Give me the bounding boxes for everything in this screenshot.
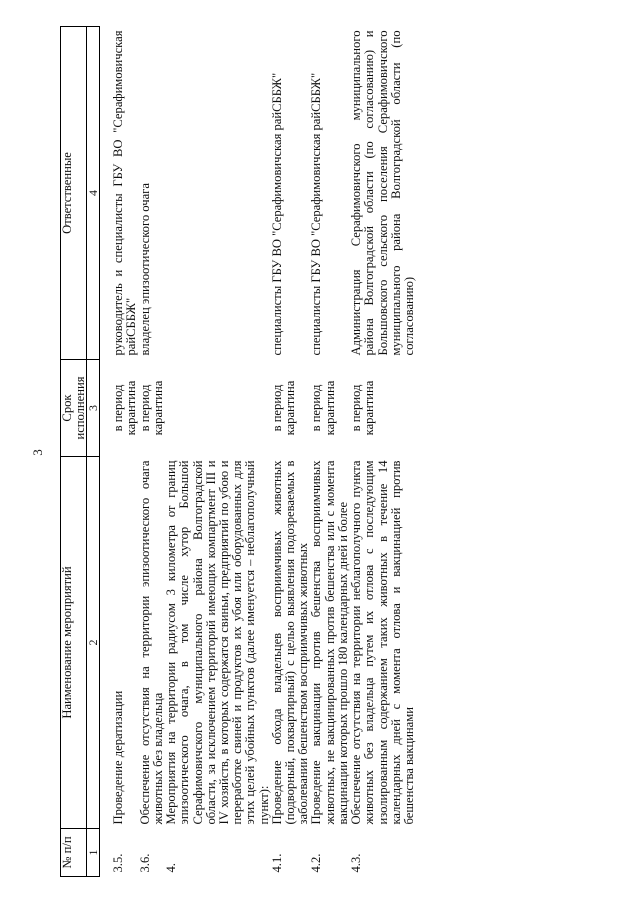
table-row (165, 27, 271, 877)
row-measure: Проведение обхода владельцев восприимчивых животных (подворный, поквартирный) с целью выявления подозреваемых в заболевании бешенством восприимчивых животных (269, 460, 311, 825)
row-number: 3.6. (137, 853, 152, 873)
header-responsible: Ответственные (61, 27, 87, 360)
table-row (271, 27, 311, 877)
table-row (112, 27, 138, 877)
row-measure: Обеспечение отсутствия на территории неблагополучного пункта животных без владельца путем их отлова с последующим изолированным содержанием таких животных в течение 14 календарных дней с момента отлова и вакцинацией против бешенства вакцинами (349, 460, 416, 825)
header-name: Наименование мероприятий (61, 457, 87, 829)
page-number: 3 (30, 449, 45, 456)
row-measure: Мероприятия на территории радиусом 3 километра от границ эпизоотического очага, в том числе хутор Большой Серафимовичского муниципального района Волгоградской области, за исключением территорий имеющих компартмент III и IV хозяйств, в которых содержатся свиньи, предприятий по убою и переработке свиней и продуктов их убоя или оборудованных для этих целей убойных пунктов (далее именуется – неблагополучный пункт): (164, 460, 271, 825)
table-row (310, 27, 350, 877)
header-number: № п/п (61, 829, 87, 877)
row-responsible: владелец эпизоотического очага (137, 183, 152, 356)
row-term: в период карантина (349, 380, 377, 436)
row-number: 4. (164, 863, 179, 873)
row-responsible: специалисты ГБУ ВО "Серафимовичская райСББЖ" (269, 72, 284, 356)
row-number: 4.3. (349, 853, 364, 873)
row-term: в период карантина (111, 380, 139, 436)
table-row (139, 27, 165, 877)
row-responsible: Администрация Серафимовичского муниципального района Волгоградской области (по согласованию) и Большовского сельского поселения Серафимовичского муниципального района Волгоградской области (по согласованию) (349, 30, 416, 356)
row-number: 4.1. (269, 853, 284, 873)
column-number: 2 (87, 457, 100, 829)
column-number: 4 (87, 27, 100, 360)
column-number-row (87, 27, 100, 877)
row-number: 3.5. (111, 853, 126, 873)
header-term: Срок исполнения (61, 360, 87, 457)
measures-table (60, 26, 416, 877)
row-term: в период карантина (269, 380, 298, 436)
row-measure: Проведение дератизации (111, 690, 126, 825)
row-number: 4.2. (309, 853, 324, 873)
row-responsible (165, 27, 271, 360)
row-responsible: руководитель и специалисты ГБУ ВО "Серафимовичская райСББЖ" (111, 30, 139, 356)
row-term (165, 360, 271, 457)
row-term: в период карантина (137, 380, 165, 436)
column-number: 1 (87, 829, 100, 877)
table-header-row (61, 27, 87, 877)
table-row (350, 27, 416, 877)
column-number: 3 (87, 360, 100, 457)
row-responsible: специалисты ГБУ ВО "Серафимовичская райСББЖ" (309, 72, 324, 356)
row-measure: Проведение вакцинации против бешенства восприимчивых животных, не вакцинированных против бешенства или с момента вакцинации которых прошло 180 календарных дней и более (309, 460, 350, 825)
row-term: в период карантина (309, 380, 337, 436)
row-measure: Обеспечение отсутствия на территории эпизоотического очага животных без владельца (137, 460, 165, 825)
